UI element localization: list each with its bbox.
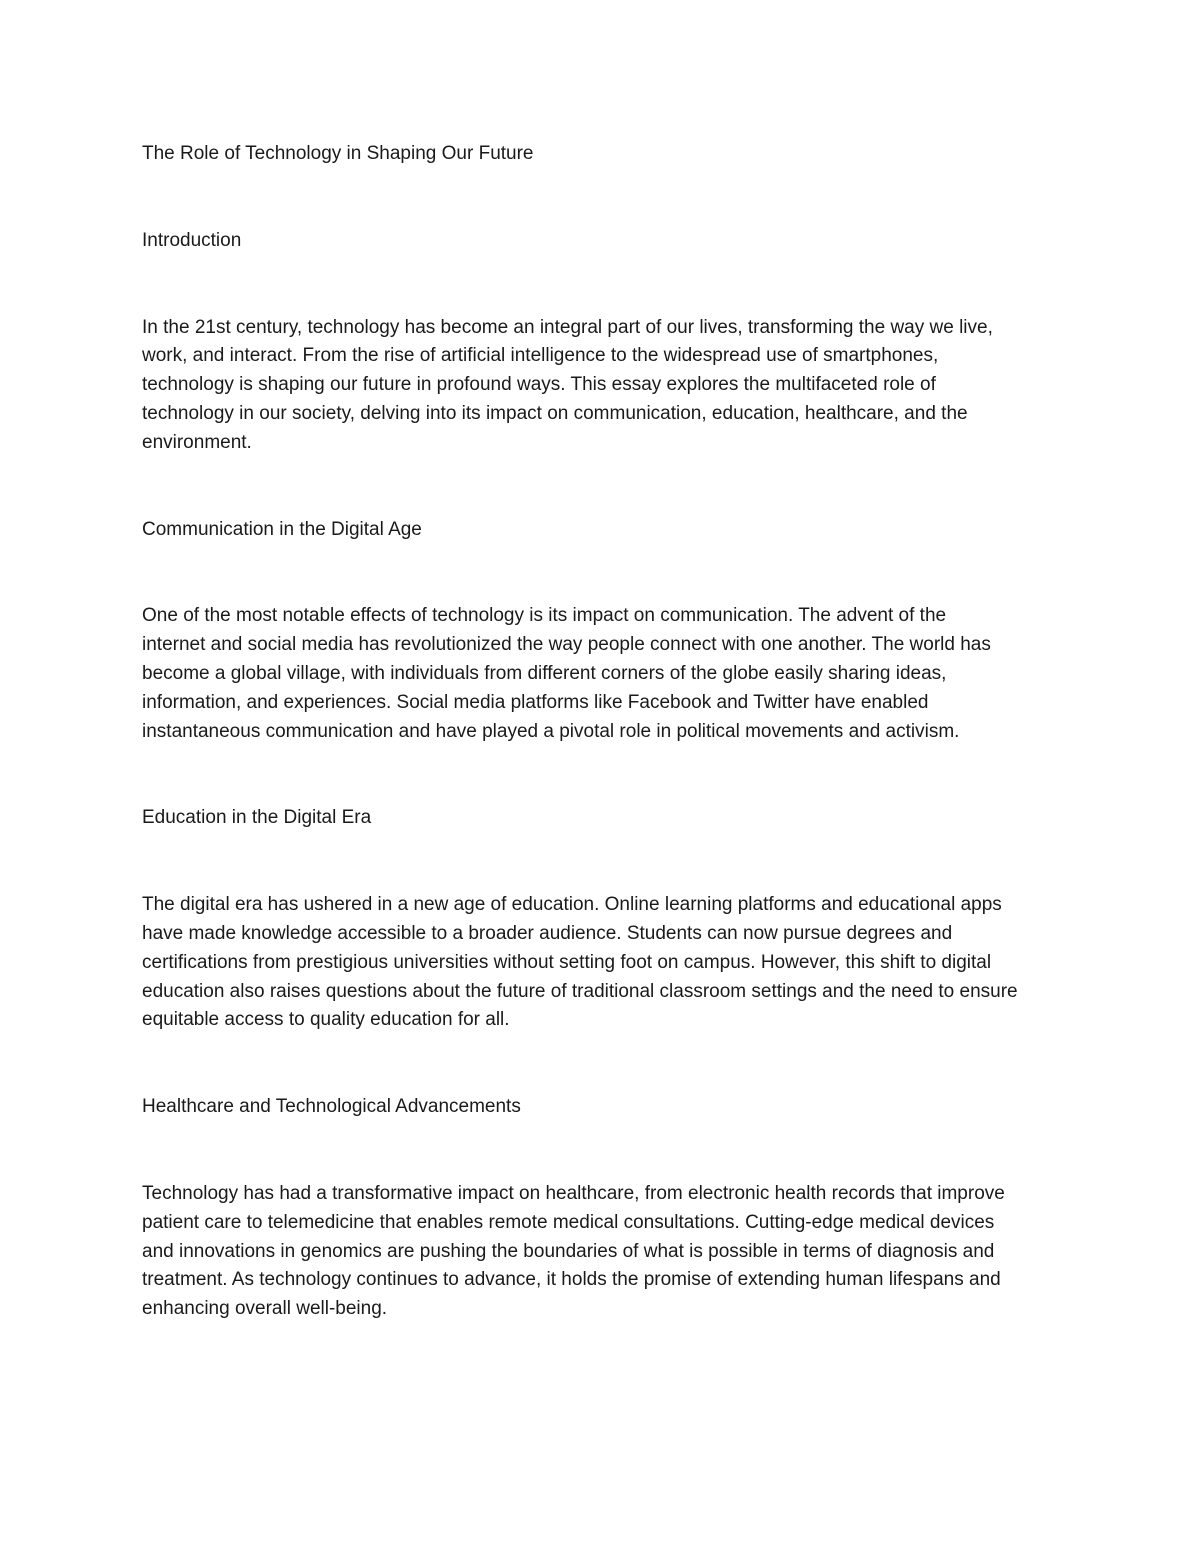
paragraph-line: become a global village, with individuals from different corners of the globe easily sharing ideas, (142, 662, 947, 684)
section-heading-healthcare: Healthcare and Technological Advancements (142, 1096, 521, 1118)
paragraph-line: have made knowledge accessible to a broader audience. Students can now pursue degrees and (142, 922, 953, 944)
paragraph-line: internet and social media has revolutionized the way people connect with one another. The world has (142, 634, 991, 656)
paragraph-line: education also raises questions about the future of traditional classroom settings and the need to ensure (142, 980, 1018, 1002)
paragraph-line: technology is shaping our future in profound ways. This essay explores the multifaceted role of (142, 374, 936, 396)
paragraph-line: technology in our society, delving into its impact on communication, education, healthcare, and the (142, 402, 968, 424)
paragraph-line: The digital era has ushered in a new age of education. Online learning platforms and educational apps (142, 894, 1002, 916)
paragraph-education (142, 891, 1067, 1035)
paragraph-line: Technology has had a transformative impact on healthcare, from electronic health records that improve (142, 1182, 1005, 1204)
paragraph-line: and innovations in genomics are pushing the boundaries of what is possible in terms of diagnosis and (142, 1240, 995, 1262)
document-title: The Role of Technology in Shaping Our Future (142, 143, 534, 164)
paragraph-line: environment. (142, 431, 252, 453)
section-heading-communication: Communication in the Digital Age (142, 518, 422, 540)
paragraph-line: instantaneous communication and have played a pivotal role in political movements and activism. (142, 720, 960, 742)
paragraph-introduction (142, 314, 1067, 458)
paragraph-healthcare (142, 1180, 1067, 1324)
paragraph-line: patient care to telemedicine that enables remote medical consultations. Cutting-edge medical devices (142, 1211, 995, 1233)
paragraph-line: work, and interact. From the rise of artificial intelligence to the widespread use of smartphones, (142, 345, 939, 367)
paragraph-line: In the 21st century, technology has become an integral part of our lives, transforming the way we live, (142, 316, 993, 338)
paragraph-line: equitable access to quality education for all. (142, 1009, 510, 1031)
paragraph-line: One of the most notable effects of technology is its impact on communication. The advent of the (142, 605, 947, 627)
paragraph-line: certifications from prestigious universities without setting foot on campus. However, this shift to digital (142, 951, 992, 973)
paragraph-communication (142, 602, 1067, 746)
document-body (142, 140, 1067, 1324)
paragraph-line: treatment. As technology continues to advance, it holds the promise of extending human lifespans and (142, 1269, 1001, 1291)
paragraph-line: enhancing overall well-being. (142, 1298, 388, 1320)
section-heading-education: Education in the Digital Era (142, 807, 372, 829)
section-heading-introduction: Introduction (142, 229, 242, 251)
paragraph-line: information, and experiences. Social media platforms like Facebook and Twitter have enabled (142, 691, 929, 713)
